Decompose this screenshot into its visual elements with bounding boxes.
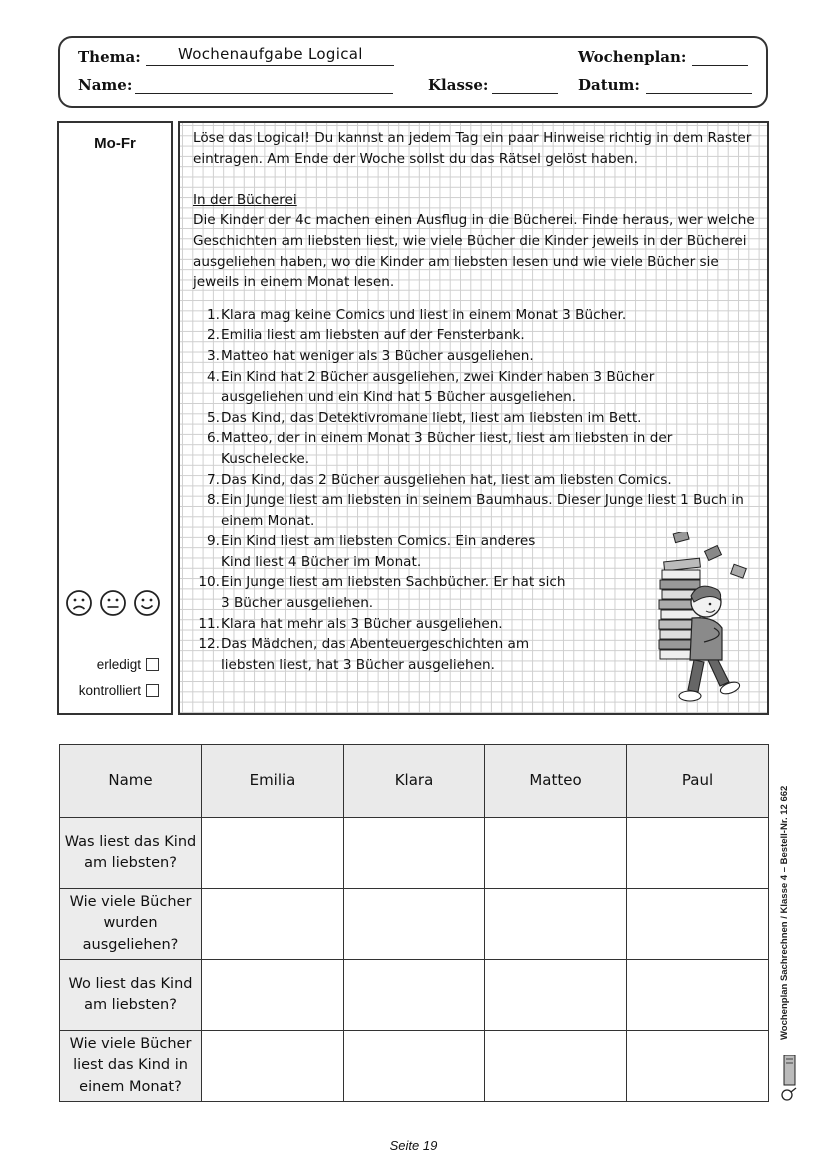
column-header-klara: Klara — [344, 745, 485, 818]
happy-face-icon[interactable] — [133, 589, 161, 617]
row-header-place: Wo liest das Kind am liebsten? — [60, 960, 202, 1031]
answer-cell[interactable] — [202, 818, 344, 889]
checked-checkbox[interactable] — [146, 684, 159, 697]
task-intro: Löse das Logical! Du kannst an jedem Tag ein paar Hinweise richtig in dem Raster eintragen. Am Ende der Woche sollst du das Rätsel gelöst haben. — [193, 130, 752, 167]
clue-item: 5. Das Kind, das Detektivromane liebt, liest am liebsten im Bett. — [207, 409, 642, 426]
clue-item: 11. Klara hat mehr als 3 Bücher ausgeliehen. — [198, 615, 503, 632]
logic-grid-table — [59, 744, 769, 1102]
table-row — [60, 1031, 769, 1102]
series-info-vertical: Wochenplan Sachrechnen / Klasse 4 – Bestell-Nr. 12 662 — [779, 785, 790, 1040]
datum-label: Datum: — [578, 76, 640, 94]
name-field[interactable] — [135, 75, 393, 94]
answer-cell[interactable] — [627, 889, 769, 960]
klasse-label: Klasse: — [428, 76, 489, 94]
clue-item: 8. Ein Junge liest am liebsten in seinem Baumhaus. Dieser Junge liest 1 Buch in einem Monat. — [207, 492, 744, 529]
thema-label: Thema: — [78, 48, 141, 66]
boy-carrying-books-illustration — [644, 532, 756, 710]
answer-cell[interactable] — [485, 960, 627, 1031]
clue-item: 2. Emilia liest am liebsten auf der Fensterbank. — [207, 327, 525, 344]
answer-cell[interactable] — [627, 818, 769, 889]
row-header-monthly: Wie viele Bücher liest das Kind in einem Monat? — [60, 1031, 202, 1102]
checked-row — [79, 683, 159, 698]
table-row — [60, 889, 769, 960]
publisher-logo-icon — [780, 1055, 800, 1103]
answer-cell[interactable] — [627, 1031, 769, 1102]
datum-field[interactable] — [646, 75, 752, 94]
done-label: erledigt — [96, 657, 141, 672]
answer-cell[interactable] — [202, 889, 344, 960]
column-header-emilia: Emilia — [202, 745, 344, 818]
clue-item: 10. Ein Junge liest am liebsten Sachbücher. Er hat sich 3 Bücher ausgeliehen. — [198, 574, 566, 612]
task-box — [178, 121, 769, 715]
wochenplan-label: Wochenplan: — [578, 48, 687, 66]
table-row — [60, 960, 769, 1031]
answer-cell[interactable] — [202, 1031, 344, 1102]
table-corner-header: Name — [60, 745, 202, 818]
answer-cell[interactable] — [627, 960, 769, 1031]
answer-cell[interactable] — [485, 818, 627, 889]
thema-value: Wochenaufgabe Logical — [178, 45, 363, 63]
task-description: Die Kinder der 4c machen einen Ausflug in die Bücherei. Finde heraus, wer welche Geschichten am liebsten liest, wie viele Bücher die Kinder jeweils in der Bücherei ausgeliehen haben, wo die Kinder am liebsten lesen und wie viele Bücher sie jeweils in einem Monat lesen. — [193, 212, 755, 291]
done-row — [97, 657, 159, 672]
days-label: Mo-Fr — [94, 135, 136, 152]
answer-cell[interactable] — [344, 960, 485, 1031]
sad-face-icon[interactable] — [65, 589, 93, 617]
clue-item: 9. Ein Kind liest am liebsten Comics. Ein anderes Kind liest 4 Bücher im Monat. — [207, 533, 536, 570]
answer-cell[interactable] — [344, 889, 485, 960]
day-sidebar — [57, 121, 173, 715]
clue-item: 1. Klara mag keine Comics und liest in einem Monat 3 Bücher. — [207, 306, 627, 323]
task-subheading: In der Bücherei — [193, 191, 297, 208]
header-box — [58, 36, 768, 108]
answer-cell[interactable] — [202, 960, 344, 1031]
answer-cell[interactable] — [485, 1031, 627, 1102]
clue-item: 6. Matteo, der in einem Monat 3 Bücher liest, liest am liebsten in der Kuschelecke. — [207, 430, 673, 467]
clue-item: 4. Ein Kind hat 2 Bücher ausgeliehen, zwei Kinder haben 3 Bücher ausgeliehen und ein Kind hat 5 Bücher ausgeliehen. — [207, 368, 655, 406]
page-number: Seite 19 — [389, 1138, 438, 1153]
neutral-face-icon[interactable] — [99, 589, 127, 617]
table-row — [60, 818, 769, 889]
column-header-matteo: Matteo — [485, 745, 627, 818]
answer-cell[interactable] — [344, 818, 485, 889]
done-checkbox[interactable] — [146, 658, 159, 671]
row-header-genre: Was liest das Kind am liebsten? — [60, 818, 202, 889]
column-header-paul: Paul — [627, 745, 769, 818]
checked-label: kontrolliert — [78, 683, 141, 698]
row-header-borrowed: Wie viele Bücher wurden ausgeliehen? — [60, 889, 202, 960]
rating-smileys — [65, 589, 161, 617]
klasse-field[interactable] — [492, 75, 558, 94]
name-label: Name: — [78, 76, 133, 94]
clue-item: 7. Das Kind, das 2 Bücher ausgeliehen hat, liest am liebsten Comics. — [207, 471, 672, 488]
clue-item: 12. Das Mädchen, das Abenteuergeschichten am liebsten liest, hat 3 Bücher ausgeliehen. — [198, 636, 530, 673]
answer-cell[interactable] — [344, 1031, 485, 1102]
answer-cell[interactable] — [485, 889, 627, 960]
wochenplan-field[interactable] — [692, 47, 748, 66]
clue-item: 3. Matteo hat weniger als 3 Bücher ausgeliehen. — [207, 347, 534, 364]
